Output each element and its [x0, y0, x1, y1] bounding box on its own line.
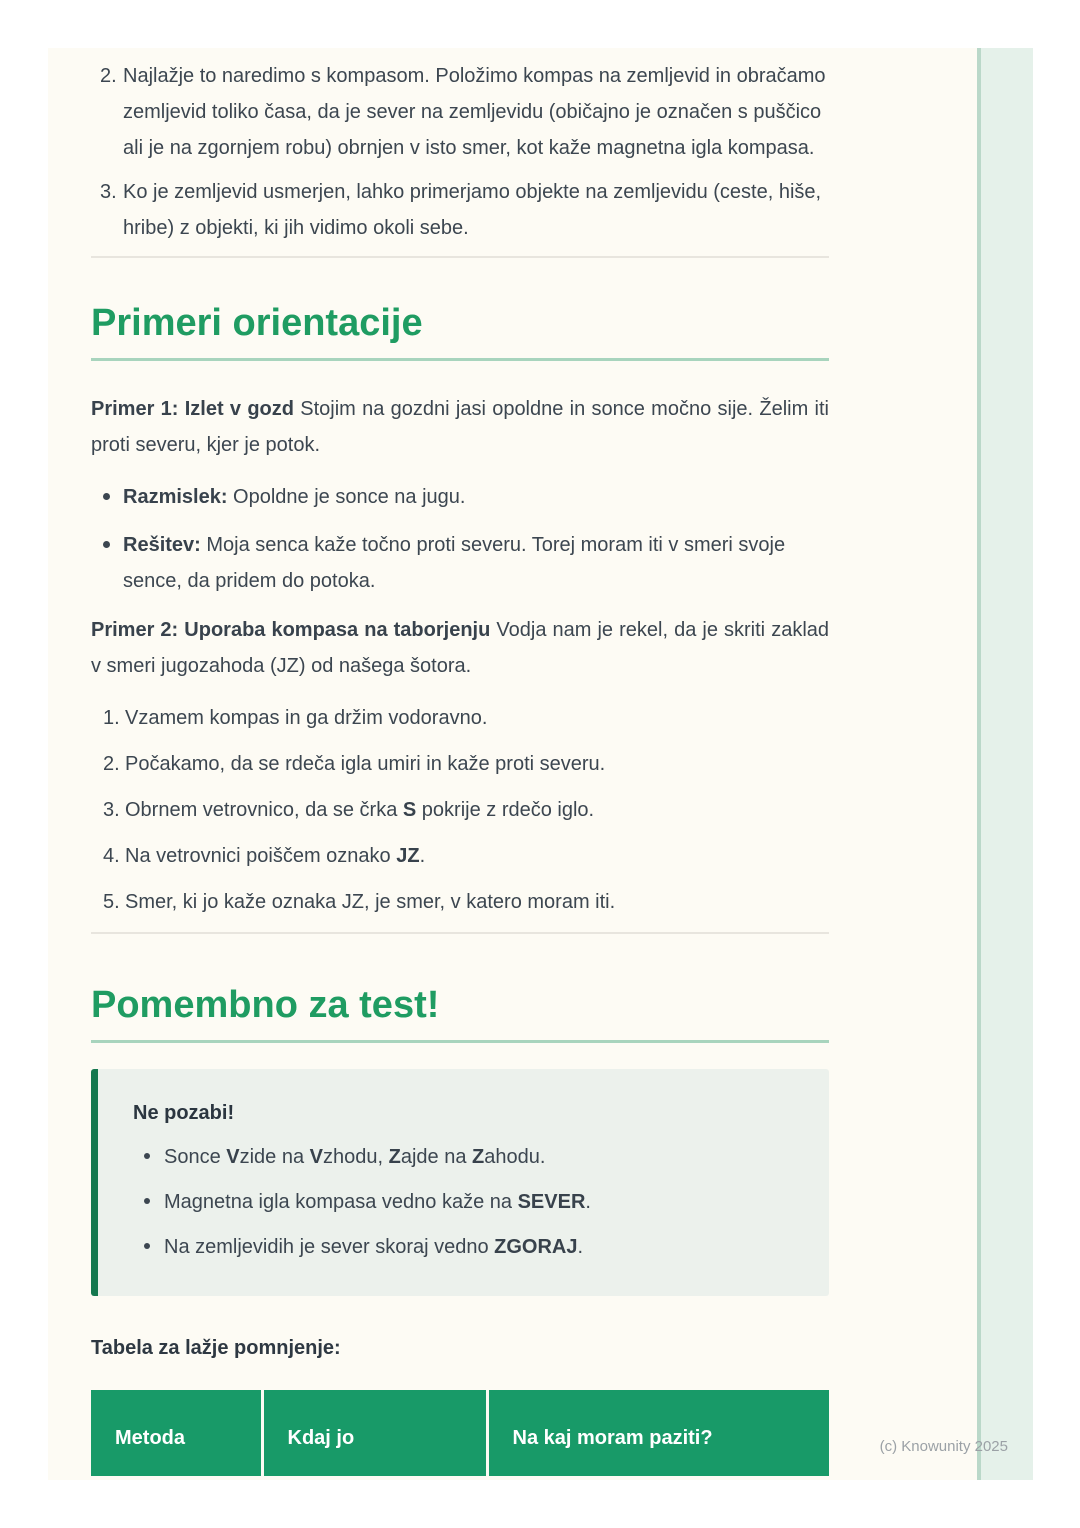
section-divider — [91, 932, 829, 934]
list-item — [133, 1184, 799, 1220]
list-text: Smer, ki jo kaže oznaka JZ, je smer, v katero moram iti. — [125, 891, 616, 913]
bullet-icon — [91, 479, 123, 515]
list-item — [91, 700, 829, 736]
bullet-icon — [133, 1229, 164, 1265]
example2-steps-list — [91, 700, 829, 920]
copyright-notice: (c) Knowunity 2025 — [879, 1438, 1008, 1455]
section-divider — [91, 256, 829, 258]
list-text: Na zemljevidih je sever skoraj vedno ZGORAJ. — [164, 1236, 584, 1258]
list-item — [91, 527, 829, 599]
callout-ne-pozabi — [91, 1069, 829, 1296]
table-header-kdaj-jo: Kdaj jo — [262, 1390, 487, 1476]
memory-table — [91, 1390, 829, 1476]
heading-underline — [91, 358, 829, 361]
list-item — [91, 884, 829, 920]
bullet-icon — [91, 527, 123, 599]
list-text: Ko je zemljevid usmerjen, lahko primerjamo objekte na zemljevidu (ceste, hiše, hribe) z objekti, ki jih vidimo okoli sebe. — [123, 181, 822, 239]
list-item — [91, 792, 829, 828]
table-header-row — [91, 1390, 829, 1476]
example1-paragraph: Primer 1: Izlet v gozd Stojim na gozdni jasi opoldne in sonce močno sije. Želim iti proti severu, kjer je potok. — [91, 398, 829, 456]
list-text: Na vetrovnici poiščem oznako JZ. — [125, 845, 426, 867]
list-text: Vzamem kompas in ga držim vodoravno. — [125, 707, 488, 729]
list-text: Sonce Vzide na Vzhodu, Zajde na Zahodu. — [164, 1146, 546, 1168]
section-heading-primeri-orientacije: Primeri orientacije — [91, 302, 423, 344]
example1-bullet-list — [91, 479, 829, 599]
list-number: 5. — [103, 891, 120, 913]
list-number: 3. — [103, 799, 120, 821]
list-item — [91, 58, 829, 166]
list-number: 4. — [103, 845, 120, 867]
table-caption: Tabela za lažje pomnjenje: — [91, 1337, 341, 1359]
list-text: Obrnem vetrovnico, da se črka S pokrije z rdečo iglo. — [125, 799, 595, 821]
list-item — [133, 1139, 799, 1175]
list-text: Rešitev: Moja senca kaže točno proti severu. Torej moram iti v smeri svoje sence, da pridem do potoka. — [123, 534, 786, 592]
list-number: 2. — [100, 65, 117, 87]
list-text: Najlažje to naredimo s kompasom. Položimo kompas na zemljevid in obračamo zemljevid toliko časa, da je sever na zemljevidu (običajno je označen s puščico ali je na zgornjem robu) obrnjen v isto smer, kot kaže magnetna igla kompasa. — [123, 65, 826, 159]
list-item — [91, 174, 829, 246]
list-item — [133, 1229, 799, 1265]
page-content — [91, 48, 829, 1476]
list-item — [91, 838, 829, 874]
list-text: Magnetna igla kompasa vedno kaže na SEVER. — [164, 1191, 591, 1213]
intro-ordered-list — [91, 58, 829, 246]
list-text: Počakamo, da se rdeča igla umiri in kaže proti severu. — [125, 753, 606, 775]
list-number: 1. — [103, 707, 120, 729]
list-item — [91, 479, 829, 515]
heading-underline — [91, 1040, 829, 1043]
table-header-metoda: Metoda — [91, 1390, 262, 1476]
example2-paragraph: Primer 2: Uporaba kompasa na taborjenju Vodja nam je rekel, da je skriti zaklad v smeri jugozahoda (JZ) od našega šotora. — [91, 619, 830, 677]
callout-bullet-list — [133, 1139, 799, 1265]
bullet-icon — [133, 1139, 164, 1175]
bullet-icon — [133, 1184, 164, 1220]
callout-title: Ne pozabi! — [133, 1102, 235, 1124]
page-margin-stripe — [977, 48, 1033, 1480]
section-heading-pomembno-za-test: Pomembno za test! — [91, 984, 440, 1026]
document-page — [48, 48, 1033, 1480]
list-number: 2. — [103, 753, 120, 775]
list-number: 3. — [100, 181, 117, 203]
list-item — [91, 746, 829, 782]
list-text: Razmislek: Opoldne je sonce na jugu. — [123, 486, 466, 508]
table-header-na-kaj-moram-paziti: Na kaj moram paziti? — [487, 1390, 829, 1476]
